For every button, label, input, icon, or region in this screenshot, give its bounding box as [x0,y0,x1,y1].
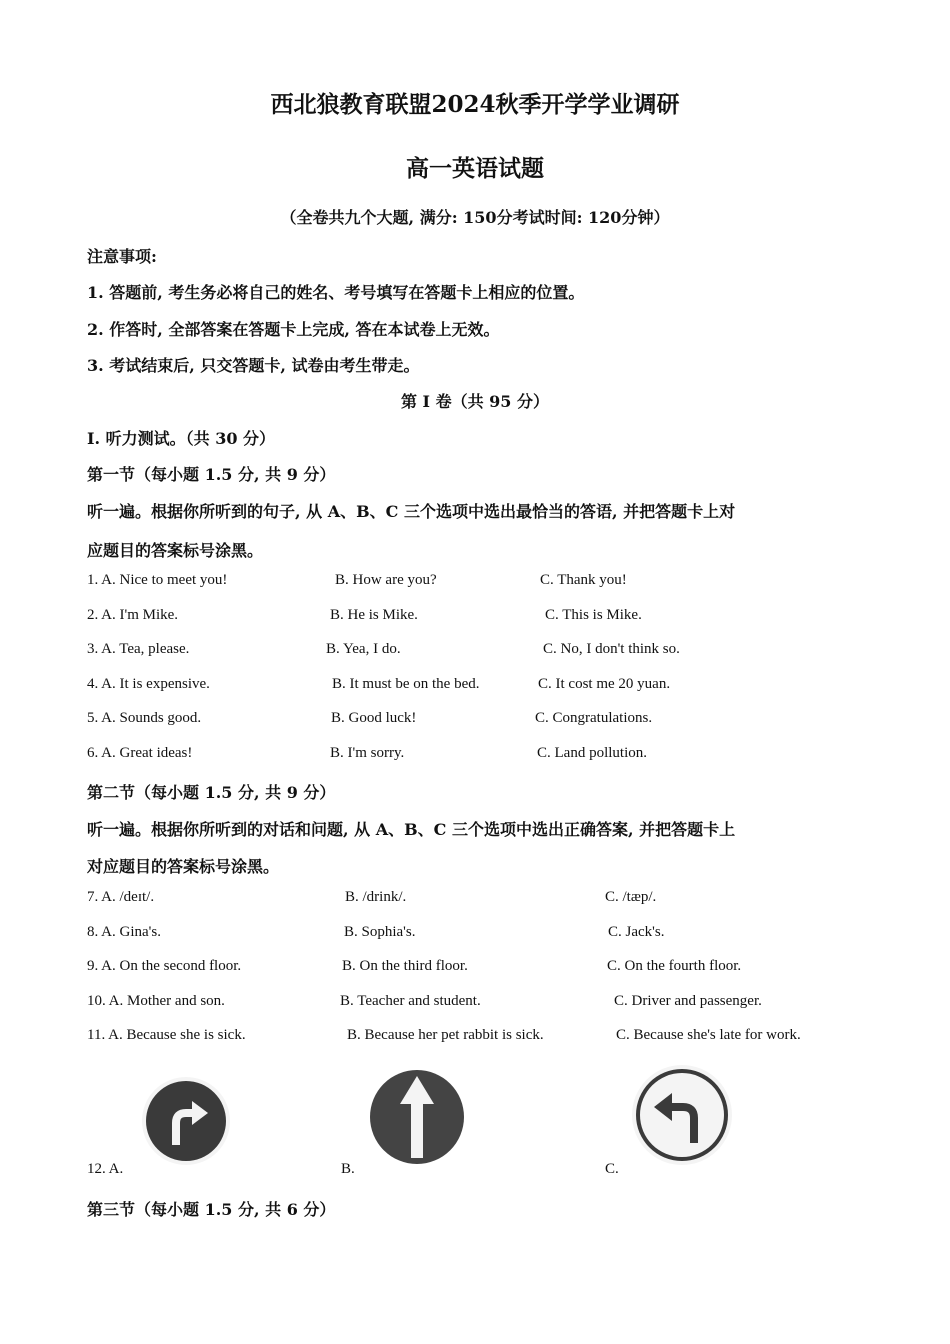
option-b: B. How are you? [335,572,437,588]
exam-info: （全卷共九个大题, 满分: 150分考试时间: 120分钟） [280,208,670,227]
option-c: C. Jack's. [608,924,665,940]
option-b: B. Sophia's. [344,924,416,940]
option-c: C. Congratulations. [535,710,653,726]
option-a: 4. A. It is expensive. [87,676,210,692]
option-a: 5. A. Sounds good. [87,710,202,726]
option-b: B. He is Mike. [330,607,418,623]
note-item: 2. 作答时, 全部答案在答题卡上完成, 答在本试卷上无效。 [87,320,500,339]
q12-option-a: 12. A. [87,1161,124,1177]
note-item: 3. 考试结束后, 只交答题卡, 试卷由考生带走。 [87,356,420,375]
part-heading: 第 I 卷（共 95 分） [400,392,550,411]
section-heading: I. 听力测试。（共 30 分） [87,429,276,448]
option-a: 2. A. I'm Mike. [87,607,179,623]
option-a: 3. A. Tea, please. [87,641,190,657]
exam-subtitle: 高一英语试题 [406,155,544,182]
option-a: 10. A. Mother and son. [87,993,225,1009]
option-a: 7. A. /deɪt/. [87,889,155,905]
note-item: 1. 答题前, 考生务必将自己的姓名、考号填写在答题卡上相应的位置。 [87,283,585,302]
turn-right-sign-icon [140,1075,232,1167]
option-c: C. Thank you! [540,572,627,588]
option-c: C. Because she's late for work. [616,1027,801,1043]
sub1-instruction: 听一遍。根据你所听到的句子, 从 A、B、C 三个选项中选出最恰当的答语, 并把答题卡上对 [87,502,736,521]
option-c: C. /tæp/. [605,889,657,905]
sub1-heading: 第一节（每小题 1.5 分, 共 9 分） [87,465,336,484]
option-a: 8. A. Gina's. [87,924,161,940]
option-b: B. Because her pet rabbit is sick. [347,1027,544,1043]
sub1-instruction: 应题目的答案标号涂黑。 [87,541,264,560]
straight-ahead-sign-icon [368,1068,466,1166]
option-c: C. This is Mike. [545,607,642,623]
option-c: C. Land pollution. [537,745,647,761]
sub2-instruction: 听一遍。根据你所听到的对话和问题, 从 A、B、C 三个选项中选出正确答案, 并把答题卡上 [87,820,736,839]
option-b: B. On the third floor. [342,958,468,974]
sub3-heading: 第三节（每小题 1.5 分, 共 6 分） [87,1200,336,1219]
notes-heading: 注意事项: [87,247,157,266]
option-b: B. It must be on the bed. [332,676,480,692]
q12-option-c: C. [605,1161,619,1177]
sub2-instruction: 对应题目的答案标号涂黑。 [87,857,280,876]
option-b: B. Good luck! [331,710,417,726]
option-a: 6. A. Great ideas! [87,745,193,761]
q12-option-b: B. [341,1161,355,1177]
option-b: B. /drink/. [345,889,407,905]
option-c: C. On the fourth floor. [607,958,742,974]
option-a: 9. A. On the second floor. [87,958,242,974]
option-c: C. No, I don't think so. [543,641,680,657]
sub2-heading: 第二节（每小题 1.5 分, 共 9 分） [87,783,336,802]
turn-left-sign-icon [630,1063,734,1167]
option-b: B. I'm sorry. [330,745,405,761]
option-c: C. Driver and passenger. [614,993,762,1009]
option-b: B. Yea, I do. [326,641,401,657]
option-a: 1. A. Nice to meet you! [87,572,228,588]
option-c: C. It cost me 20 yuan. [538,676,671,692]
exam-title: 西北狼教育联盟2024秋季开学学业调研 [270,91,680,118]
option-a: 11. A. Because she is sick. [87,1027,246,1043]
option-b: B. Teacher and student. [340,993,481,1009]
